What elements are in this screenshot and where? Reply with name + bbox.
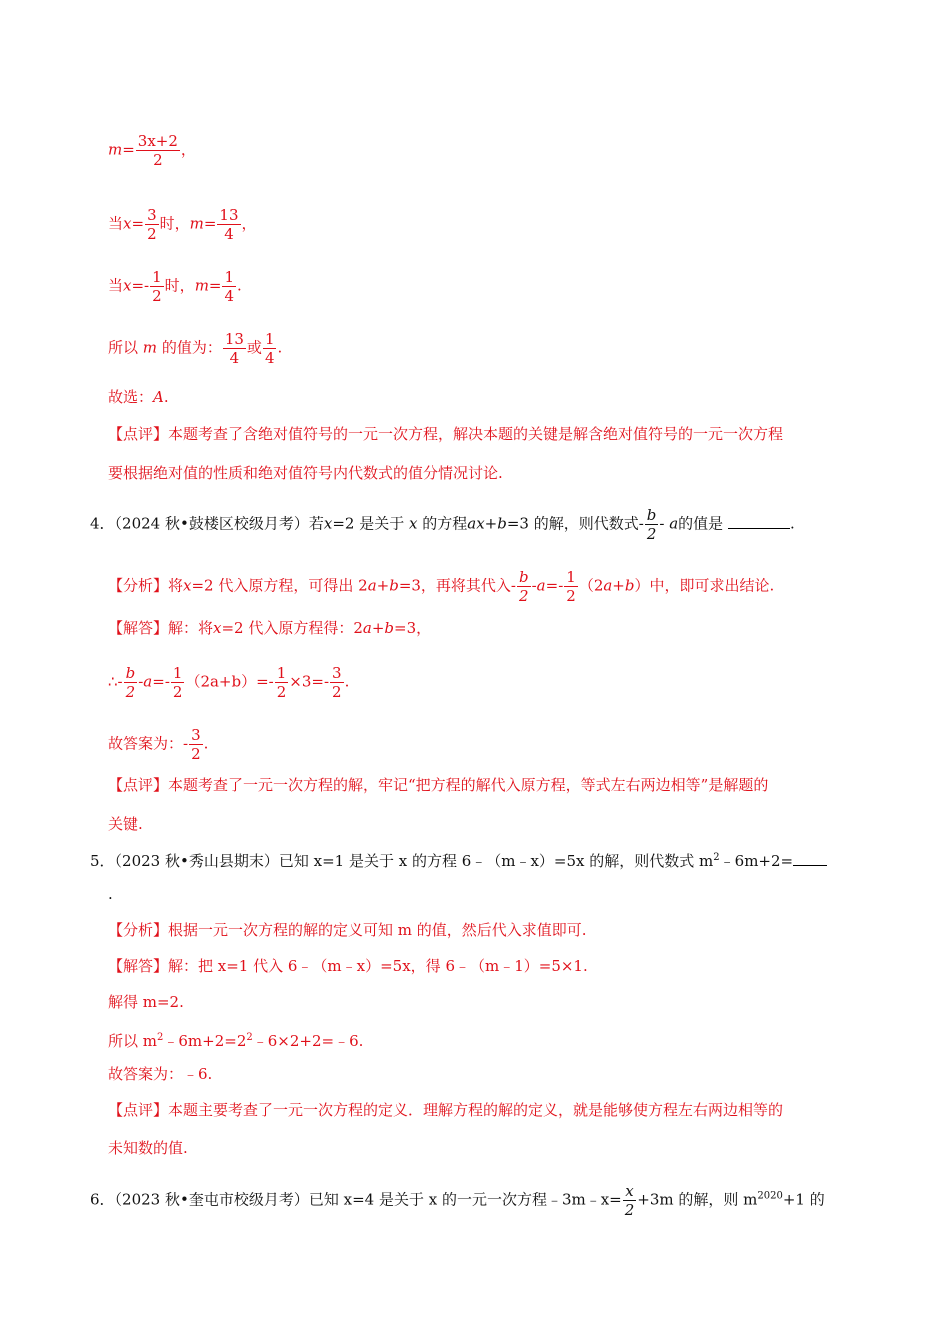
fraction xyxy=(645,506,659,543)
answer-5: 【解答】解：把 x=1 代入 6﹣（m﹣x）=5x，得 6﹣（m﹣1）=5×1. xyxy=(108,957,588,975)
text: =3 的解，则代数式- xyxy=(506,514,644,533)
text: 或 xyxy=(246,338,262,357)
text: =3，再将其代入- xyxy=(398,576,516,595)
text: 时， xyxy=(164,276,195,295)
text: - a xyxy=(659,514,679,533)
text: =2 代入原方程得：2 xyxy=(221,619,363,637)
fraction xyxy=(275,664,289,701)
text: ax+b xyxy=(467,514,507,533)
text: a+b xyxy=(603,576,635,595)
solution-m-expression xyxy=(108,132,196,169)
text: 的方程 xyxy=(422,514,468,533)
text: +3m 的解，则 m xyxy=(637,1190,758,1209)
text: m= xyxy=(189,214,217,233)
solution-case-1 xyxy=(108,206,257,243)
text: A xyxy=(153,388,164,406)
numerator: 13 xyxy=(224,330,244,348)
text: -a=- xyxy=(138,672,170,691)
text: 【解答】解：将 xyxy=(108,619,214,637)
denominator: 2 xyxy=(624,1201,635,1219)
denominator: 4 xyxy=(264,349,275,367)
text: . xyxy=(203,734,209,753)
fraction xyxy=(124,664,138,701)
text: x xyxy=(183,576,192,595)
derivation-4 xyxy=(108,664,349,701)
text: 的值是 xyxy=(678,514,724,533)
text: （2024 秋•鼓楼区校级月考）若 xyxy=(114,514,324,533)
solve-5: 解得 m=2. xyxy=(108,993,184,1011)
text: ， xyxy=(241,214,257,233)
analysis-5: 【分析】根据一元一次方程的解的定义可知 m 的值，然后代入求值即可. xyxy=(108,921,587,939)
comment-3-line-2: 要根据绝对值的性质和绝对值符号内代数式的值分情况讨论. xyxy=(108,464,503,482)
fraction xyxy=(145,206,159,243)
denominator: 2 xyxy=(519,587,529,605)
fraction xyxy=(150,268,164,305)
numerator: b xyxy=(519,568,529,586)
text: . xyxy=(277,338,283,357)
text: 故选： xyxy=(108,388,154,406)
text: . xyxy=(789,514,795,533)
text: 故答案为：- xyxy=(108,734,189,753)
text: x xyxy=(323,514,333,533)
text: x xyxy=(123,276,132,295)
text: ）中，即可求出结论. xyxy=(634,576,775,595)
numerator: 1 xyxy=(566,568,576,586)
numerator: 3 xyxy=(147,206,157,224)
text: 时， xyxy=(159,214,190,233)
text: 【分析】将 xyxy=(108,576,184,595)
question-6 xyxy=(90,1182,825,1219)
numerator: b xyxy=(125,664,136,682)
text: ×3=- xyxy=(289,672,330,691)
fraction xyxy=(223,330,246,367)
comment-5-line-1: 【点评】本题主要考查了一元一次方程的定义．理解方程的解的定义，就是能够使方程左右两边相等的 xyxy=(108,1101,784,1119)
numerator: 1 xyxy=(276,664,287,682)
question-number: 4． xyxy=(90,514,115,533)
fraction xyxy=(623,1182,637,1219)
comment-4-line-1: 【点评】本题考查了一元一次方程的解，牢记“把方程的解代入原方程，等式左右两边相等”是解题的 xyxy=(108,776,769,794)
solution-case-2 xyxy=(108,268,242,305)
result-5 xyxy=(108,1028,363,1051)
comment-4-line-2: 关键. xyxy=(108,815,143,833)
text: m= xyxy=(108,140,135,159)
answer-blank[interactable] xyxy=(793,851,827,866)
text: （2023 秋•秀山县期末）已知 x=1 是关于 x 的方程 6﹣（m﹣x）=5x 的解，则代数式 m xyxy=(114,852,714,870)
superscript: 2 xyxy=(157,1032,164,1043)
fraction xyxy=(136,132,180,169)
text: 所以 xyxy=(108,338,139,357)
text: 的值为： xyxy=(161,338,222,357)
text: 所以 m xyxy=(108,1032,157,1050)
question-number: 6． xyxy=(90,1190,115,1209)
text: a+b xyxy=(367,576,399,595)
solution-result xyxy=(108,330,282,367)
fraction xyxy=(564,568,578,605)
denominator: 2 xyxy=(191,745,201,763)
numerator: 1 xyxy=(264,330,275,348)
denominator: 2 xyxy=(646,525,657,543)
denominator: 4 xyxy=(229,349,240,367)
numerator: 1 xyxy=(172,664,183,682)
final-answer-5: 故答案为：﹣6. xyxy=(108,1065,213,1083)
denominator: 2 xyxy=(172,683,183,701)
question-5-dot: . xyxy=(108,885,113,903)
fraction xyxy=(330,664,344,701)
answer-blank[interactable] xyxy=(728,514,790,529)
text: = xyxy=(131,214,145,233)
text: ， xyxy=(180,140,196,159)
text: 当 xyxy=(108,214,124,233)
fraction xyxy=(171,664,185,701)
denominator: 2 xyxy=(125,683,136,701)
superscript: 2020 xyxy=(757,1190,783,1202)
denominator: 4 xyxy=(224,225,234,243)
text: =2 代入原方程，可得出 2 xyxy=(191,576,368,595)
question-5 xyxy=(90,848,827,871)
text: m xyxy=(142,338,158,357)
denominator: 2 xyxy=(566,587,576,605)
text: 当 xyxy=(108,276,124,295)
analysis-4 xyxy=(108,568,774,605)
text: （2023 秋•奎屯市校级月考）已知 x=4 是关于 x 的一元一次方程﹣3m﹣x= xyxy=(114,1190,622,1209)
numerator: 13 xyxy=(219,206,239,224)
numerator: 3x+2 xyxy=(137,132,178,150)
text: . xyxy=(237,276,242,295)
text: ﹣6m+2=2 xyxy=(163,1032,247,1050)
question-number: 5． xyxy=(90,852,115,870)
text: . xyxy=(344,672,350,691)
fraction xyxy=(222,268,236,305)
text: a+b xyxy=(362,619,395,637)
denominator: 4 xyxy=(224,287,235,305)
numerator: 3 xyxy=(191,726,201,744)
text: x xyxy=(123,214,132,233)
text: =2 是关于 xyxy=(332,514,405,533)
text: （2a+b）=- xyxy=(185,672,274,691)
text: x xyxy=(408,514,418,533)
denominator: 2 xyxy=(153,151,163,169)
question-4 xyxy=(90,506,795,543)
text: =- xyxy=(131,276,150,295)
text: （2 xyxy=(578,576,604,595)
final-answer-4 xyxy=(108,726,208,763)
fraction xyxy=(189,726,203,763)
text: m= xyxy=(194,276,222,295)
text: ﹣6×2+2=﹣6. xyxy=(252,1032,364,1050)
comment-3-line-1: 【点评】本题考查了含绝对值符号的一元一次方程，解决本题的关键是解含绝对值符号的一元一次方程 xyxy=(108,425,784,443)
text: x xyxy=(213,619,222,637)
superscript: 2 xyxy=(246,1032,253,1043)
text: ﹣6m+2= xyxy=(719,852,794,870)
fraction xyxy=(217,206,240,243)
denominator: 2 xyxy=(147,225,157,243)
text: ∴- xyxy=(108,672,123,691)
numerator: 1 xyxy=(224,268,235,286)
text: . xyxy=(163,388,169,406)
text: =3， xyxy=(394,619,432,637)
denominator: 2 xyxy=(276,683,287,701)
numerator: 1 xyxy=(152,268,162,286)
fraction xyxy=(263,330,277,367)
fraction xyxy=(517,568,531,605)
solution-choice xyxy=(108,387,169,407)
numerator: 3 xyxy=(332,664,342,682)
text: +1 的 xyxy=(782,1190,825,1209)
denominator: 2 xyxy=(332,683,342,701)
numerator: x xyxy=(623,1182,637,1201)
text: -a=- xyxy=(531,576,564,595)
denominator: 2 xyxy=(152,287,162,305)
comment-5-line-2: 未知数的值. xyxy=(108,1139,188,1157)
superscript: 2 xyxy=(713,852,720,863)
numerator: b xyxy=(646,506,657,524)
answer-4 xyxy=(108,618,431,638)
